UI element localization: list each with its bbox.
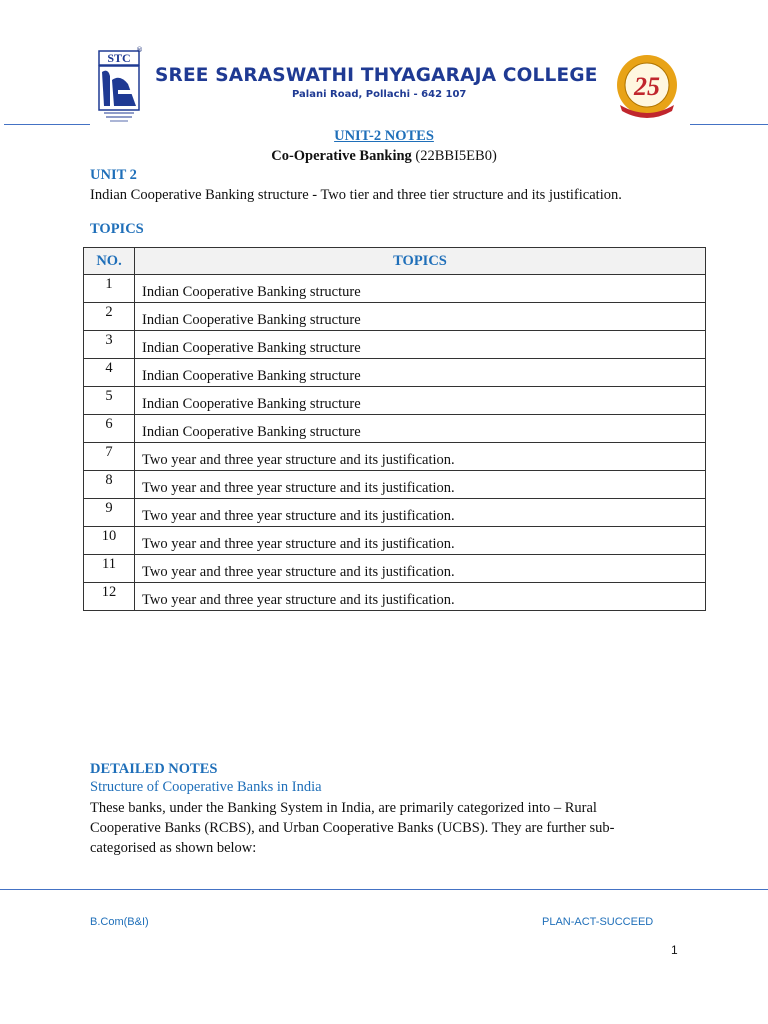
college-address: Palani Road, Pollachi - 642 107 xyxy=(292,89,467,100)
unit-description: Indian Cooperative Banking structure - Two tier and three tier structure and its justification. xyxy=(90,187,622,203)
row-topic: Indian Cooperative Banking structure xyxy=(135,331,706,359)
detailed-notes-heading: DETAILED NOTES xyxy=(90,761,218,777)
column-header-topics: TOPICS xyxy=(135,248,706,275)
row-number: 7 xyxy=(84,443,135,471)
row-number: 8 xyxy=(84,471,135,499)
table-row xyxy=(84,303,706,331)
footer-motto: PLAN-ACT-SUCCEED xyxy=(542,916,654,928)
topics-table-header xyxy=(84,248,706,275)
row-number: 11 xyxy=(84,555,135,583)
row-topic: Two year and three year structure and its justification. xyxy=(135,527,706,555)
table-row xyxy=(84,331,706,359)
table-row xyxy=(84,443,706,471)
notes-paragraph: These banks, under the Banking System in India, are primarily categorized into – Rural Cooperative Banks (RCBS), and Urban Cooperative Banks (UCBS). They are further sub-categorised as shown below: xyxy=(90,800,615,856)
table-row xyxy=(84,415,706,443)
jubilee-number: 25 xyxy=(634,72,660,101)
row-topic: Two year and three year structure and its justification. xyxy=(135,499,706,527)
header-rule-right xyxy=(690,124,768,125)
column-header-no: NO. xyxy=(84,248,135,275)
unit-heading: UNIT 2 xyxy=(90,167,137,183)
college-name: SREE SARASWATHI THYAGARAJA COLLEGE xyxy=(155,65,598,86)
row-number: 5 xyxy=(84,387,135,415)
table-row xyxy=(84,387,706,415)
topics-table xyxy=(83,247,706,611)
row-number: 12 xyxy=(84,583,135,611)
row-topic: Two year and three year structure and its justification. xyxy=(135,471,706,499)
row-topic: Indian Cooperative Banking structure xyxy=(135,303,706,331)
footer-program: B.Com(B&I) xyxy=(90,916,149,928)
unit-notes-title: UNIT-2 NOTES xyxy=(334,128,434,144)
table-row xyxy=(84,359,706,387)
table-row xyxy=(84,275,706,303)
row-topic: Two year and three year structure and its justification. xyxy=(135,555,706,583)
course-name: Co-Operative Banking xyxy=(271,148,412,164)
notes-subheading: Structure of Cooperative Banks in India xyxy=(90,779,322,795)
table-row xyxy=(84,555,706,583)
course-code: (22BBI5EB0) xyxy=(411,148,497,164)
row-number: 4 xyxy=(84,359,135,387)
stc-logo-text: STC xyxy=(107,51,131,65)
row-topic: Two year and three year structure and its justification. xyxy=(135,583,706,611)
row-number: 10 xyxy=(84,527,135,555)
table-row xyxy=(84,471,706,499)
row-number: 2 xyxy=(84,303,135,331)
header-rule-left xyxy=(4,124,90,125)
row-topic: Indian Cooperative Banking structure xyxy=(135,275,706,303)
registered-mark: ® xyxy=(136,46,143,54)
row-number: 9 xyxy=(84,499,135,527)
silver-jubilee-logo xyxy=(612,53,682,119)
table-row xyxy=(84,527,706,555)
row-topic: Two year and three year structure and its justification. xyxy=(135,443,706,471)
stc-logo xyxy=(98,50,140,124)
row-topic: Indian Cooperative Banking structure xyxy=(135,359,706,387)
page-number: 1 xyxy=(671,943,678,957)
course-line xyxy=(0,148,768,165)
table-row xyxy=(84,583,706,611)
row-number: 1 xyxy=(84,275,135,303)
row-number: 3 xyxy=(84,331,135,359)
topics-heading: TOPICS xyxy=(90,221,144,237)
row-number: 6 xyxy=(84,415,135,443)
footer-rule xyxy=(0,889,768,890)
row-topic: Indian Cooperative Banking structure xyxy=(135,387,706,415)
table-row xyxy=(84,499,706,527)
row-topic: Indian Cooperative Banking structure xyxy=(135,415,706,443)
